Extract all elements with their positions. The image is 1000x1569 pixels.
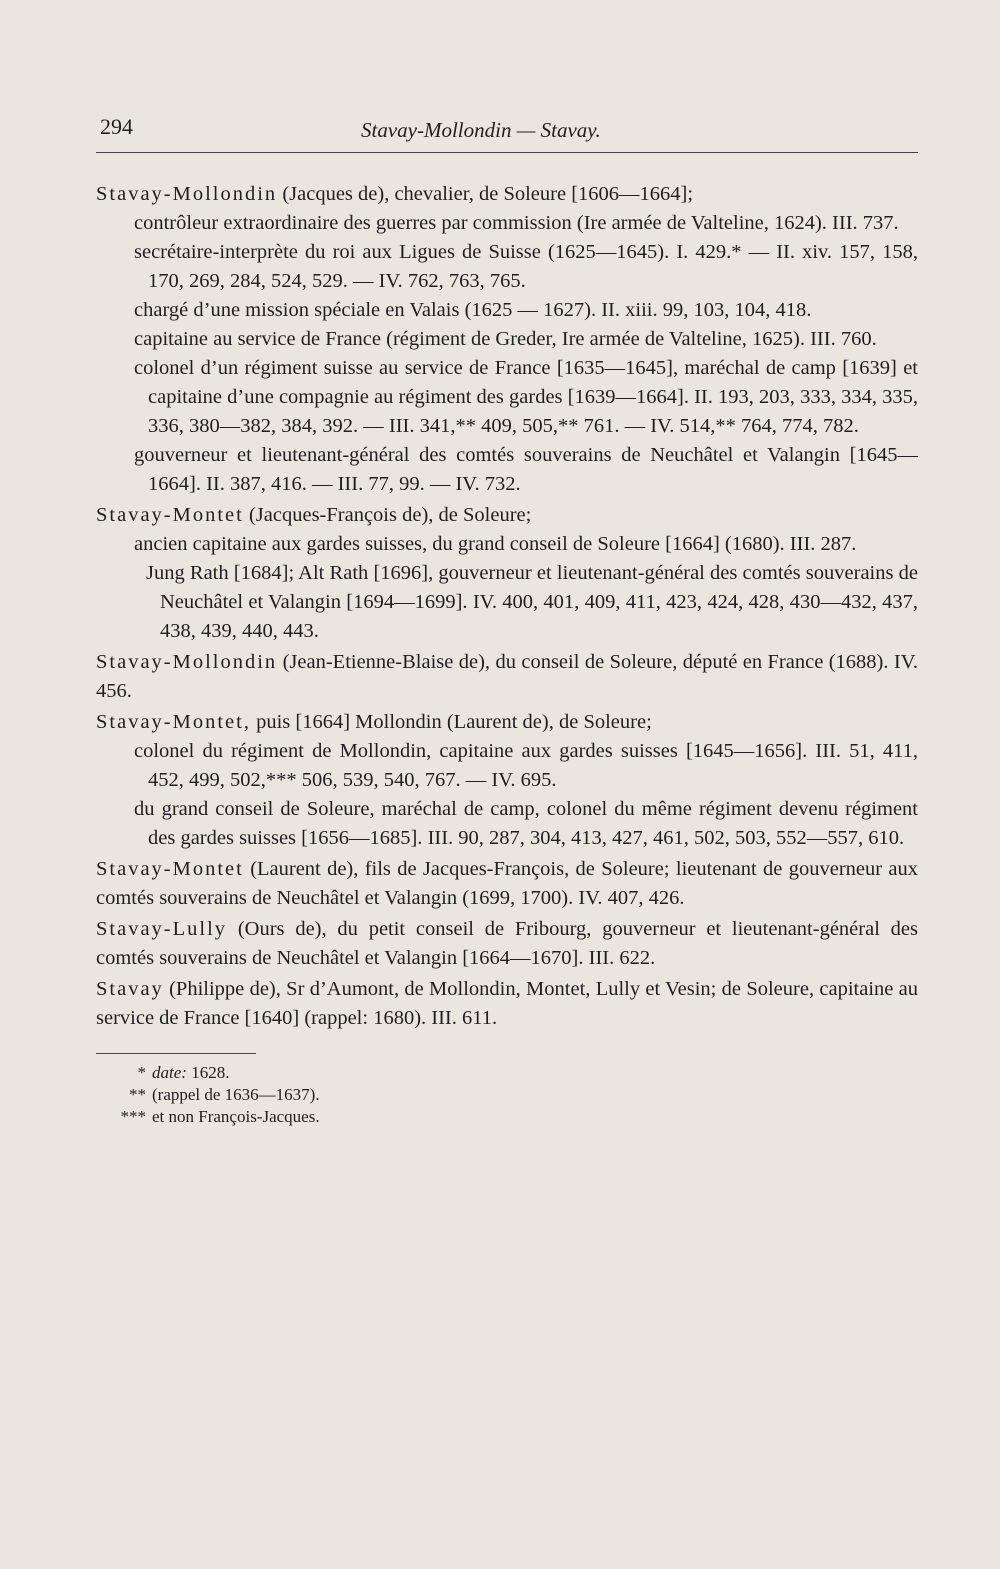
footnote-marker: ** xyxy=(129,1085,146,1104)
entry-detail: contrôleur extraordinaire des guerres par commission (Ire armée de Valteline, 1624). III. 737. xyxy=(134,212,899,234)
entry-head-text: (Jacques de), chevalier, de Soleure [1606—1664]; xyxy=(282,183,694,205)
entry-surname: Stavay-Mollondin xyxy=(96,651,278,673)
index-entry xyxy=(96,180,918,499)
index-entries xyxy=(96,180,918,1033)
entry-head xyxy=(96,975,918,1033)
entry-head-text: (Jean-Etienne-Blaise de), du conseil de Soleure, député en France (1688). IV. 456. xyxy=(96,651,918,702)
footnote-rule xyxy=(96,1053,256,1054)
entry-surname: Stavay-Montet xyxy=(96,504,244,526)
header-rule xyxy=(96,152,918,153)
entry-head xyxy=(96,855,918,913)
entry-detail: capitaine au service de France (régiment de Greder, Ire armée de Valteline, 1625). III. 760. xyxy=(134,328,877,350)
page-header xyxy=(96,108,918,152)
footnote-text: 1628. xyxy=(191,1063,230,1082)
entry-head xyxy=(96,501,918,530)
index-entry xyxy=(96,915,918,973)
footnote xyxy=(120,1084,918,1106)
entry-surname: Stavay-Lully xyxy=(96,918,228,940)
footnote-text: et non François-Jacques. xyxy=(152,1107,320,1126)
entry-head-text: (Laurent de), fils de Jacques-François, de Soleure; lieutenant de gouverneur aux comtés souverains de Neuchâtel et Valangin (1699, 1700). IV. 407, 426. xyxy=(96,858,919,909)
entry-detail: du grand conseil de Soleure, maréchal de camp, colonel du même régiment devenu régiment des gardes suisses [1656—1685]. III. 90, 287, 304, 413, 427, 461, 502, 503, 552—557, 610. xyxy=(134,798,918,849)
entry-head-text: puis [1664] Mollondin (Laurent de), de Soleure; xyxy=(256,711,652,733)
footnotes xyxy=(120,1062,918,1128)
entry-detail: gouverneur et lieutenant-général des comtés souverains de Neuchâtel et Valangin [1645—1664]. II. 387, 416. — III. 77, 99. — IV. 732. xyxy=(134,444,918,495)
index-entry xyxy=(96,501,918,646)
footnote-text: (rappel de 1636—1637). xyxy=(152,1085,320,1104)
entry-detail: colonel d’un régiment suisse au service de France [1635—1645], maréchal de camp [1639] et capitaine d’une compagnie au régiment des gardes [1639—1664]. II. 193, 203, 333, 334, 335, 336, 380—382, 384, 392. — III. 341,** 409, 505,** 761. — IV. 514,** 764, 774, 782. xyxy=(134,357,918,437)
page-number: 294 xyxy=(100,114,133,139)
footnote-marker: *** xyxy=(120,1107,146,1126)
entry-head-text: (Ours de), du petit conseil de Fribourg, gouverneur et lieutenant-général des comtés souverains de Neuchâtel et Valangin [1664—1670]. III. 622. xyxy=(96,918,919,969)
footnote-marker: * xyxy=(137,1063,146,1082)
entry-detail: chargé d’une mission spéciale en Valais (1625 — 1627). II. xiii. 99, 103, 104, 418. xyxy=(134,299,812,321)
index-entry xyxy=(96,648,918,706)
entry-head-text: (Jacques-François de), de Soleure; xyxy=(248,504,532,526)
index-entry xyxy=(96,855,918,913)
entry-detail: ancien capitaine aux gardes suisses, du grand conseil de Soleure [1664] (1680). III. 287. xyxy=(134,533,857,555)
entry-surname: Stavay-Montet xyxy=(96,858,244,880)
entry-head xyxy=(96,708,918,737)
entry-head xyxy=(96,648,918,706)
index-entry xyxy=(96,975,918,1033)
entry-head xyxy=(96,180,918,209)
entry-surname: Stavay-Montet, xyxy=(96,711,251,733)
entry-surname: Stavay xyxy=(96,978,164,1000)
footnote xyxy=(120,1062,918,1084)
footnote xyxy=(120,1106,918,1128)
entry-detail: secrétaire-interprète du roi aux Ligues de Suisse (1625—1645). I. 429.* — II. xiv. 157, 158, 170, 269, 284, 524, 529. — IV. 762, 763, 765. xyxy=(134,241,918,292)
entry-head-text: (Philippe de), Sr d’Aumont, de Mollondin, Montet, Lully et Vesin; de Soleure, capitaine au service de France [1640] (rappel: 1680). III. 611. xyxy=(96,978,919,1029)
running-title: Stavay-Mollondin — Stavay. xyxy=(361,118,601,142)
index-entry xyxy=(96,708,918,853)
entry-detail: colonel du régiment de Mollondin, capitaine aux gardes suisses [1645—1656]. III. 51, 411, 452, 499, 502,*** 506, 539, 540, 767. — IV. 695. xyxy=(134,740,918,791)
entry-head xyxy=(96,915,918,973)
footnote-label: date: xyxy=(152,1063,187,1082)
entry-surname: Stavay-Mollondin xyxy=(96,183,278,205)
entry-detail: Jung Rath [1684]; Alt Rath [1696], gouverneur et lieutenant-général des comtés souverains de Neuchâtel et Valangin [1694—1699]. IV. 400, 401, 409, 411, 423, 424, 428, 430—432, 437, 438, 439, 440, 443. xyxy=(146,562,918,642)
